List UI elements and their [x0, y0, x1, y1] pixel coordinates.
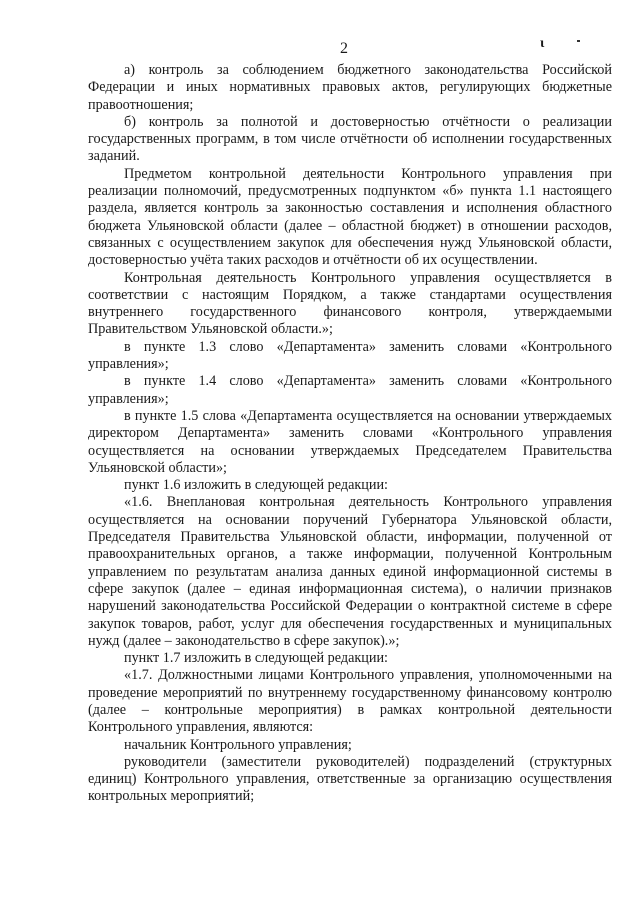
paragraph-b-reporting-control: б) контроль за полнотой и достоверностью отчётности о реализации государственных программ, в том числе отчётности об исполнении государственных заданий. [88, 113, 612, 165]
corner-dot [577, 40, 580, 42]
paragraph-subject-of-control: Предметом контрольной деятельности Контрольного управления при реализации полномочий, предусмотренных подпунктом «б» пункта 1.1 настоящего раздела, является контроль за законностью составления и исполнения областного бюджета Ульяновской области (далее – областной бюджет) в отношении расходов, связанных с осуществлением закупок для обеспечения нужд Ульяновской области, достоверностью учёта таких расходов и отчётности об их осуществлении. [88, 165, 612, 269]
paragraph-control-standards: Контрольная деятельность Контрольного управления осуществляется в соответствии с настоящим Порядком, а также стандартами осуществления внутреннего государственного финансового контроля, утверждаемыми Правительством Ульяновской области.»; [88, 269, 612, 338]
corner-mark: ι [540, 36, 545, 51]
paragraph-head-of-control: начальник Контрольного управления; [124, 736, 352, 753]
paragraph-division-heads: руководители (заместители руководителей) подразделений (структурных единиц) Контрольного управления, ответственные за организацию осуществления контрольных мероприятий; [88, 753, 612, 805]
paragraph-item-1-7-intro: пункт 1.7 изложить в следующей редакции: [124, 650, 388, 667]
paragraph-a-budget-control: а) контроль за соблюдением бюджетного законодательства Российской Федерации и иных нормативных правовых актов, регулирующих бюджетные правоотношения; [88, 62, 612, 113]
paragraph-item-1-4: в пункте 1.4 слово «Департамента» заменить словами «Контрольного управления»; [88, 373, 612, 407]
page-number: 2 [340, 40, 348, 57]
paragraph-item-1-6-intro: пункт 1.6 изложить в следующей редакции: [124, 477, 388, 494]
paragraph-item-1-3: в пункте 1.3 слово «Департамента» заменить словами «Контрольного управления»; [88, 338, 612, 373]
paragraph-item-1-7-text: «1.7. Должностными лицами Контрольного управления, уполномоченными на проведение мероприятий по внутреннему государственному финансовому контролю (далее – контрольные мероприятия) в рамках контрольной деятельности Контрольного управления, являются: [88, 667, 612, 736]
paragraph-item-1-5: в пункте 1.5 слова «Департамента осуществляется на основании утверждаемых директором Департамента» заменить словами «Контрольного управления осуществляется на основании утверждаемых Председателем Правительства Ульяновской области»; [88, 407, 612, 476]
paragraph-item-1-6-text: «1.6. Внеплановая контрольная деятельность Контрольного управления осуществляется на основании поручений Губернатора Ульяновской области, Председателя Правительства Ульяновской области, информации, полученной от правоохранительных органов, а также информации, полученной Контрольным управлением по результатам анализа данных единой информационной системы в сфере закупок (далее – единая информационная система), о наличии признаков нарушений законодательства Российской Федерации о контрактной системе в сфере закупок товаров, работ, услуг для обеспечения государственных и муниципальных нужд (далее – законодательство в сфере закупок).»; [88, 494, 612, 649]
document-body [88, 62, 612, 806]
